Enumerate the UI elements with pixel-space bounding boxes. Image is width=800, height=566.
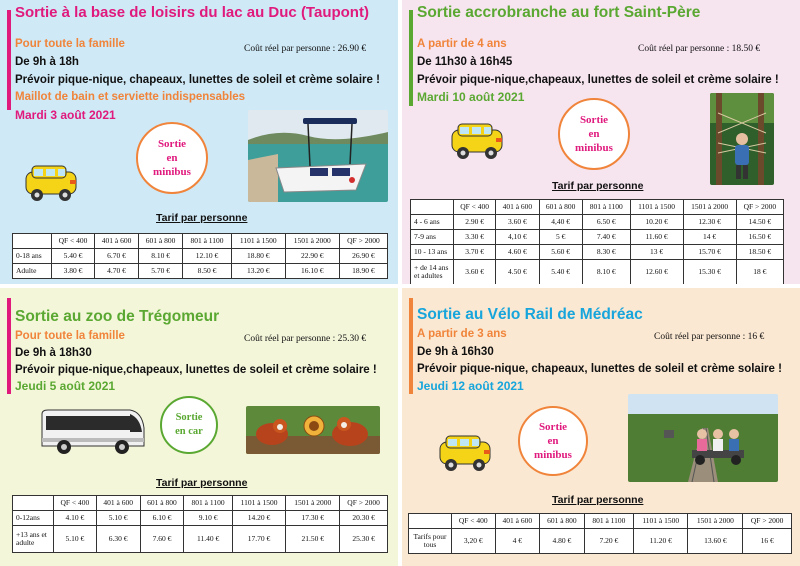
accent-bar xyxy=(409,10,413,106)
row-label: 7-9 ans xyxy=(411,230,454,245)
price-cell: 17.30 € xyxy=(286,511,340,526)
price-cell: 11.40 € xyxy=(184,526,232,553)
price-cell: 5 € xyxy=(539,230,582,245)
accent-bar xyxy=(409,298,413,394)
table-row xyxy=(411,245,784,260)
price-cell: 8.10 € xyxy=(582,260,630,285)
price-cell: 3.60 € xyxy=(454,260,496,285)
column-header: QF < 400 xyxy=(454,200,496,215)
price-cell: 14.20 € xyxy=(232,511,285,526)
table-corner xyxy=(411,200,454,215)
price-cell: 6.50 € xyxy=(582,215,630,230)
column-header: QF < 400 xyxy=(452,514,496,529)
table-row xyxy=(411,230,784,245)
row-label: + de 14 ans et adultes xyxy=(411,260,454,285)
price-cell: 4,40 € xyxy=(539,215,582,230)
table-row xyxy=(13,511,388,526)
price-cell: 17.70 € xyxy=(232,526,285,553)
price-cell: 6.70 € xyxy=(95,249,139,264)
price-cell: 4.10 € xyxy=(54,511,97,526)
column-header: 801 à 1100 xyxy=(584,514,633,529)
tarif-title: Tarif par personne xyxy=(552,180,644,192)
price-cell: 4 € xyxy=(495,529,540,554)
transport-word: minibus xyxy=(575,142,613,155)
table-header-row xyxy=(409,514,792,529)
tarif-table xyxy=(410,199,784,284)
price-cell: 6.10 € xyxy=(140,511,184,526)
minibus-illustration xyxy=(446,118,510,162)
column-header: 1101 à 1500 xyxy=(232,496,285,511)
outing-title: Sortie à la base de loisirs du lac au Duc (Taupont) xyxy=(15,4,369,21)
transport-word: en xyxy=(547,434,559,447)
tarif-table xyxy=(408,513,792,554)
tarif-title: Tarif par personne xyxy=(156,477,248,489)
outing-title: Sortie accrobranche au fort Saint-Père xyxy=(417,4,701,21)
price-cell: 3.80 € xyxy=(52,264,95,279)
price-cell: 4.60 € xyxy=(496,245,539,260)
price-cell: 8.50 € xyxy=(183,264,232,279)
transport-badge xyxy=(558,98,630,170)
column-header: 601 à 800 xyxy=(139,234,183,249)
column-header: 401 à 600 xyxy=(496,200,539,215)
table-row xyxy=(13,526,388,553)
velo-rail-photo xyxy=(628,394,778,482)
tarif-table xyxy=(12,495,388,553)
price-cell: 7.20 € xyxy=(584,529,633,554)
price-cell: 16 € xyxy=(743,529,792,554)
price-cell: 4.80 € xyxy=(540,529,585,554)
column-header: QF > 2000 xyxy=(736,200,783,215)
table-row xyxy=(13,264,388,279)
outing-date: Mardi 10 août 2021 xyxy=(417,90,525,104)
price-cell: 14.50 € xyxy=(736,215,783,230)
transport-word: en xyxy=(588,127,600,140)
column-header: QF > 2000 xyxy=(743,514,792,529)
coach-bus-illustration xyxy=(38,406,146,458)
table-header-row xyxy=(13,496,388,511)
real-cost: Coût réel par personne : 26.90 € xyxy=(244,44,367,54)
price-cell: 5.10 € xyxy=(54,526,97,553)
table-header-row xyxy=(13,234,388,249)
row-label: +13 ans et adulte xyxy=(13,526,54,553)
price-cell: 6.30 € xyxy=(96,526,140,553)
price-cell: 13.60 € xyxy=(688,529,743,554)
audience: Pour toute la famille xyxy=(15,38,125,50)
outing-card-zoo xyxy=(0,288,398,566)
extra-note: Maillot de bain et serviette indispensables xyxy=(15,91,246,103)
hours: De 9h à 18h30 xyxy=(15,347,92,359)
column-header: 601 à 800 xyxy=(540,514,585,529)
tarif-title: Tarif par personne xyxy=(552,494,644,506)
outing-title: Sortie au Vélo Rail de Médréac xyxy=(417,306,643,323)
price-cell: 14 € xyxy=(683,230,736,245)
tarif-title: Tarif par personne xyxy=(156,212,248,224)
transport-word: minibus xyxy=(534,449,572,462)
price-cell: 25.30 € xyxy=(340,526,388,553)
column-header: QF > 2000 xyxy=(340,496,388,511)
column-header: 1501 à 2000 xyxy=(286,496,340,511)
bring-list: Prévoir pique-nique, chapeaux, lunettes de soleil et crème solaire ! xyxy=(15,74,380,86)
real-cost: Coût réel par personne : 25.30 € xyxy=(244,334,367,344)
price-cell: 3.70 € xyxy=(454,245,496,260)
price-cell: 8.10 € xyxy=(139,249,183,264)
price-cell: 13.20 € xyxy=(231,264,285,279)
accent-bar xyxy=(7,10,11,110)
bring-list: Prévoir pique-nique,chapeaux, lunettes de soleil et crème solaire ! xyxy=(15,364,377,376)
column-header: 1101 à 1500 xyxy=(634,514,688,529)
price-cell: 18.80 € xyxy=(231,249,285,264)
column-header: 401 à 600 xyxy=(96,496,140,511)
price-cell: 22.90 € xyxy=(285,249,339,264)
hours: De 9h à 16h30 xyxy=(417,346,494,358)
table-row xyxy=(409,529,792,554)
price-cell: 12.60 € xyxy=(630,260,683,285)
row-label: 4 - 6 ans xyxy=(411,215,454,230)
transport-word: en car xyxy=(175,426,203,437)
table-row xyxy=(411,215,784,230)
row-label: Tarifs pour tous xyxy=(409,529,452,554)
price-cell: 5.60 € xyxy=(539,245,582,260)
minibus-illustration xyxy=(20,160,84,204)
bring-list: Prévoir pique-nique, chapeaux, lunettes de soleil et crème solaire ! xyxy=(417,363,782,375)
outing-title: Sortie au zoo de Trégomeur xyxy=(15,308,220,325)
price-cell: 11.60 € xyxy=(630,230,683,245)
table-row xyxy=(13,249,388,264)
price-cell: 16.50 € xyxy=(736,230,783,245)
price-cell: 13 € xyxy=(630,245,683,260)
price-cell: 4,10 € xyxy=(496,230,539,245)
row-label: 10 - 13 ans xyxy=(411,245,454,260)
price-cell: 4.50 € xyxy=(496,260,539,285)
real-cost: Coût réel par personne : 18.50 € xyxy=(638,44,761,54)
transport-word: Sortie xyxy=(175,412,203,424)
price-cell: 5.40 € xyxy=(52,249,95,264)
row-label: 0-18 ans xyxy=(13,249,52,264)
price-cell: 3.30 € xyxy=(454,230,496,245)
transport-word: en xyxy=(166,151,178,164)
row-label: 0-12ans xyxy=(13,511,54,526)
hours: De 9h à 18h xyxy=(15,56,79,68)
table-header-row xyxy=(411,200,784,215)
outing-date: Jeudi 5 août 2021 xyxy=(15,379,116,393)
price-cell: 21.50 € xyxy=(286,526,340,553)
column-header: 1501 à 2000 xyxy=(285,234,339,249)
table-row xyxy=(411,260,784,285)
price-cell: 15.30 € xyxy=(683,260,736,285)
column-header: 801 à 1100 xyxy=(582,200,630,215)
audience: A partir de 3 ans xyxy=(417,328,507,340)
price-cell: 12.10 € xyxy=(183,249,232,264)
column-header: 401 à 600 xyxy=(95,234,139,249)
outing-card-lac-au-duc xyxy=(0,0,398,284)
tree-climbing-photo xyxy=(710,93,774,185)
column-header: 801 à 1100 xyxy=(183,234,232,249)
price-cell: 7.60 € xyxy=(140,526,184,553)
transport-word: minibus xyxy=(153,166,191,179)
price-cell: 20.30 € xyxy=(340,511,388,526)
column-header: QF < 400 xyxy=(54,496,97,511)
accent-bar xyxy=(7,298,11,394)
transport-word: Sortie xyxy=(579,113,609,126)
price-cell: 11.20 € xyxy=(634,529,688,554)
transport-word: Sortie xyxy=(538,420,568,433)
price-cell: 4.70 € xyxy=(95,264,139,279)
column-header: QF > 2000 xyxy=(339,234,387,249)
price-cell: 3.60 € xyxy=(496,215,539,230)
price-cell: 12.30 € xyxy=(683,215,736,230)
outing-card-accrobranche xyxy=(402,0,800,284)
price-cell: 7.40 € xyxy=(582,230,630,245)
table-corner xyxy=(13,234,52,249)
price-cell: 15.70 € xyxy=(683,245,736,260)
column-header: 601 à 800 xyxy=(539,200,582,215)
transport-badge xyxy=(518,406,588,476)
price-cell: 5.10 € xyxy=(96,511,140,526)
price-cell: 18.50 € xyxy=(736,245,783,260)
outing-date: Mardi 3 août 2021 xyxy=(15,108,116,122)
red-panda-photo xyxy=(246,406,380,454)
price-cell: 3,20 € xyxy=(452,529,496,554)
column-header: QF < 400 xyxy=(52,234,95,249)
transport-badge xyxy=(136,122,208,194)
column-header: 1501 à 2000 xyxy=(688,514,743,529)
outing-card-velo-rail xyxy=(402,288,800,566)
price-cell: 5.70 € xyxy=(139,264,183,279)
audience: A partir de 4 ans xyxy=(417,38,507,50)
column-header: 401 à 600 xyxy=(495,514,540,529)
row-label: Adulte xyxy=(13,264,52,279)
transport-word: Sortie xyxy=(157,137,187,150)
minibus-illustration xyxy=(434,430,498,474)
column-header: 1101 à 1500 xyxy=(231,234,285,249)
hours: De 11h30 à 16h45 xyxy=(417,56,513,68)
price-cell: 2.90 € xyxy=(454,215,496,230)
column-header: 601 à 800 xyxy=(140,496,184,511)
table-corner xyxy=(13,496,54,511)
boat-photo xyxy=(248,110,388,202)
audience: Pour toute la famille xyxy=(15,330,125,342)
table-corner xyxy=(409,514,452,529)
price-cell: 18 € xyxy=(736,260,783,285)
outing-date: Jeudi 12 août 2021 xyxy=(417,379,524,393)
column-header: 1101 à 1500 xyxy=(630,200,683,215)
bring-list: Prévoir pique-nique,chapeaux, lunettes de soleil et crème solaire ! xyxy=(417,74,779,86)
price-cell: 9.10 € xyxy=(184,511,232,526)
price-cell: 16.10 € xyxy=(285,264,339,279)
price-cell: 26.90 € xyxy=(339,249,387,264)
price-cell: 10.20 € xyxy=(630,215,683,230)
tarif-table xyxy=(12,233,388,279)
price-cell: 8.30 € xyxy=(582,245,630,260)
price-cell: 18.90 € xyxy=(339,264,387,279)
transport-badge xyxy=(160,396,218,454)
column-header: 801 à 1100 xyxy=(184,496,232,511)
price-cell: 5.40 € xyxy=(539,260,582,285)
real-cost: Coût réel par personne : 16 € xyxy=(654,332,765,342)
column-header: 1501 à 2000 xyxy=(683,200,736,215)
